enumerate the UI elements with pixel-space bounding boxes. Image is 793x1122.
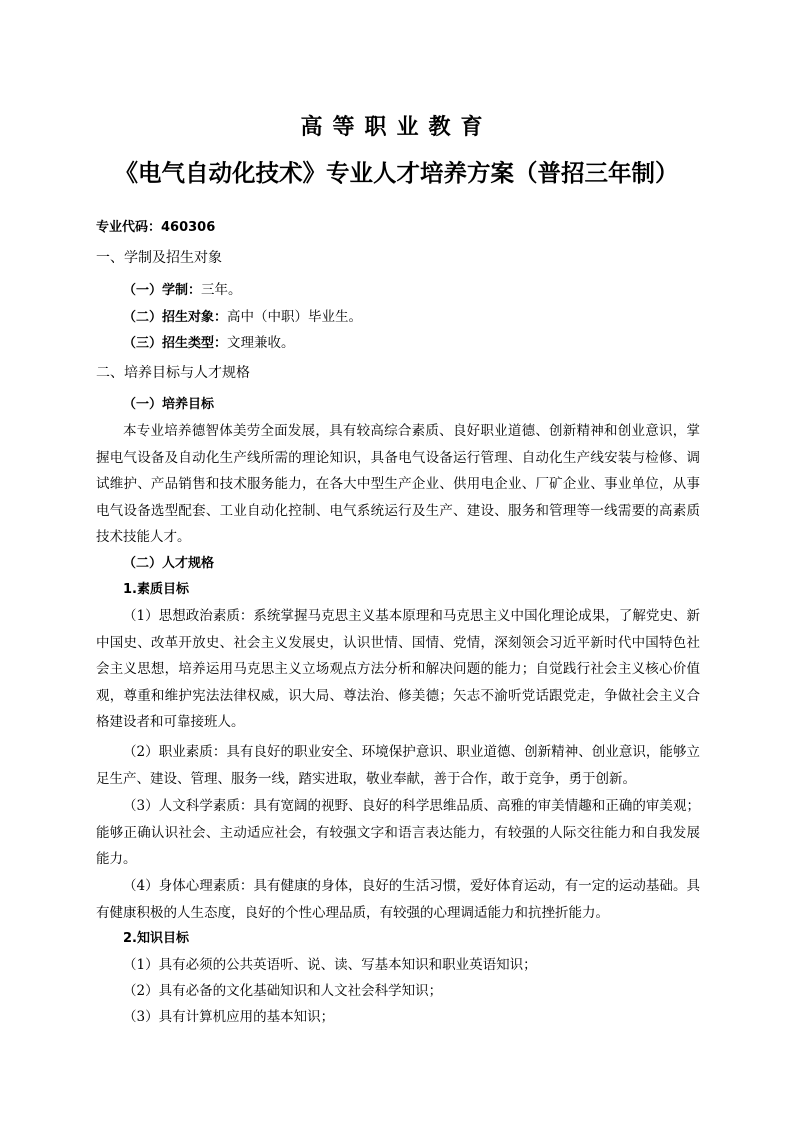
item-enrollment-target [123,304,743,331]
knowledge-heading: 2.知识目标 [123,931,189,946]
doc-subtitle: 《电气自动化技术》专业人才培养方案（普招三年制） [114,159,679,187]
section-1-heading: 一、学制及招生对象 [96,250,222,266]
section-2-heading: 二、培养目标与人才规格 [96,365,250,381]
item-target-value: 高中（中职）毕业生。 [227,309,363,325]
goal-heading: （一）培养目标 [123,397,215,412]
item-type-value: 文理兼收。 [227,335,295,351]
item-schooling [123,277,743,304]
knowledge-item-3: （3）具有计算机应用的基本知识； [123,1009,335,1025]
goal-paragraph: 本专业培养德智体美劳全面发展，具有较高综合素质、良好职业道德、创新精神和创业意识，掌握电气设备及自动化生产线所需的理论知识，具备电气设备运行管理、自动化生产线安装与检修、调试维护、产品销售和技术服务能力，在各大中型生产企业、供用电企业、厂矿企业、事业单位，从事电气设备选型配套、工业自动化控制、电气系统运行及生产、建设、服务和管理等一线需要的高素质技术技能人才。 [96,423,700,545]
quality-paragraph-3: （3）人文科学素质：具有宽阔的视野、良好的科学思维品质、高雅的审美情趣和正确的审美观；能够正确认识社会、主动适应社会，有较强文字和语言表达能力，有较强的人际交往能力和自我发展能力。 [96,798,700,867]
knowledge-item-2: （2）具有必备的文化基础知识和人文社会科学知识； [123,983,443,999]
quality-paragraph-2: （2）职业素质：具有良好的职业安全、环境保护意识、职业道德、创新精神、创业意识，能够立足生产、建设、管理、服务一线，踏实进取，敬业奉献，善于合作，敢于竞争，勇于创新。 [96,744,700,787]
spec-heading: （二）人才规格 [123,556,215,571]
item-enrollment-type [123,330,743,357]
quality-paragraph-1: （1）思想政治素质：系统掌握马克思主义基本原理和马克思主义中国化理论成果，了解党史、新中国史、改革开放史、社会主义发展史，认识世情、国情、党情，深刻领会习近平新时代中国特色社会主义思想，培养运用马克思主义立场观点方法分析和解决问题的能力；自觉践行社会主义核心价值观，尊重和维护宪法法律权威，识大局、尊法治、修美德；矢志不渝听党话跟党走，争做社会主义合格建设者和可靠接班人。 [96,608,700,730]
item-target-label: （二）招生对象： [123,310,228,325]
item-schooling-label: （一）学制： [123,283,202,298]
quality-paragraph-4: （4）身体心理素质：具有健康的身体，良好的生活习惯，爱好体育运动，有一定的运动基础。具有健康积极的人生态度，良好的个性心理品质，有较强的心理调适能力和抗挫折能力。 [96,878,700,921]
knowledge-item-1: （1）具有必须的公共英语听、说、读、写基本知识和职业英语知识； [123,957,537,973]
item-type-label: （三）招生类型： [123,336,228,351]
doc-title: 高等职业教育 [300,115,493,140]
major-code: 专业代码：460306 [96,220,216,235]
item-schooling-value: 三年。 [201,282,242,298]
quality-heading: 1.素质目标 [123,582,189,597]
